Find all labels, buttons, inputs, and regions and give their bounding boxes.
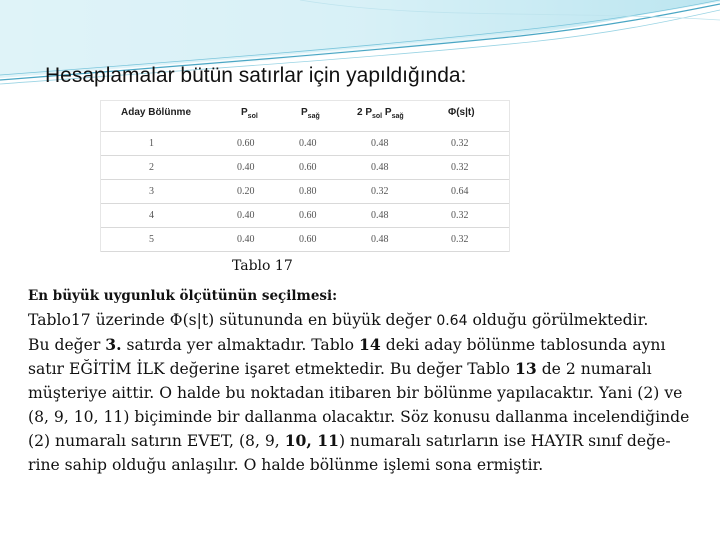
- cell-product: 0.48: [371, 234, 389, 245]
- cell-p-right: 0.60: [299, 210, 317, 221]
- cell-product: 0.48: [371, 138, 389, 149]
- table-caption: Tablo 17: [232, 258, 293, 274]
- cell-p-left: 0.20: [237, 186, 255, 197]
- table-row: [101, 155, 509, 179]
- cell-phi: 0.32: [451, 234, 469, 245]
- table-row: [101, 179, 509, 203]
- cell-p-left: 0.40: [237, 210, 255, 221]
- results-table: [100, 100, 510, 252]
- header-p-right: $P_{sağ}$: [301, 107, 320, 120]
- cell-phi: 0.32: [451, 138, 469, 149]
- body-paragraph: [28, 308, 700, 477]
- cell-p-left: 0.40: [237, 234, 255, 245]
- cell-p-left: 0.60: [237, 138, 255, 149]
- cell-index: 4: [149, 210, 154, 221]
- cell-p-left: 0.40: [237, 162, 255, 173]
- table-body: [101, 131, 509, 252]
- header-2-pleft-pright: 2 $P_{sol}$ $P_{sağ}$: [357, 107, 404, 120]
- cell-phi: 0.64: [451, 186, 469, 197]
- cell-product: 0.48: [371, 162, 389, 173]
- table-row: [101, 131, 509, 155]
- table-row: [101, 227, 509, 252]
- paragraph-2: Bu değer 3. satırda yer almaktadır. Tablo 14 deki aday bölünme tablosunda aynı satır EĞİTİM İLK değerine işaret etmektedir. Bu değer Tablo 13 de 2 numaralı müşteriye aittir. O halde bu noktadan itibaren bir bölünme yapılacaktır. Yani (2) ve (8, 9, 10, 11) biçiminde bir dallanma olacaktır. Söz konusu dallanma incelendiğinde (2) numaralı satırın EVET, (8, 9, 10, 11) numaralı satırların ise HAYIR sınıf değe-rine sahip olduğu anlaşılır. O halde bölünme işlemi sona ermiştir.: [28, 335, 690, 474]
- table-row: [101, 203, 509, 227]
- header-phi: Φ(s|t): [448, 107, 475, 118]
- slide-title: Hesaplamalar bütün satırlar için yapıldığında:: [45, 64, 467, 87]
- cell-p-right: 0.40: [299, 138, 317, 149]
- cell-product: 0.48: [371, 210, 389, 221]
- cell-p-right: 0.60: [299, 234, 317, 245]
- section-heading: En büyük uygunluk ölçütünün seçilmesi:: [28, 288, 338, 304]
- header-candidate-split: Aday Bölünme: [121, 107, 192, 118]
- cell-product: 0.32: [371, 186, 389, 197]
- table-header: [101, 101, 509, 127]
- header-p-left: $P_{sol}$: [241, 107, 258, 120]
- cell-p-right: 0.80: [299, 186, 317, 197]
- cell-index: 3: [149, 186, 154, 197]
- cell-phi: 0.32: [451, 162, 469, 173]
- paragraph-1: Tablo17 üzerinde Φ(s|t) sütununda en büyük değer 0.64 olduğu görülmektedir.: [28, 311, 649, 329]
- cell-phi: 0.32: [451, 210, 469, 221]
- cell-index: 1: [149, 138, 154, 149]
- cell-index: 5: [149, 234, 154, 245]
- cell-index: 2: [149, 162, 154, 173]
- cell-p-right: 0.60: [299, 162, 317, 173]
